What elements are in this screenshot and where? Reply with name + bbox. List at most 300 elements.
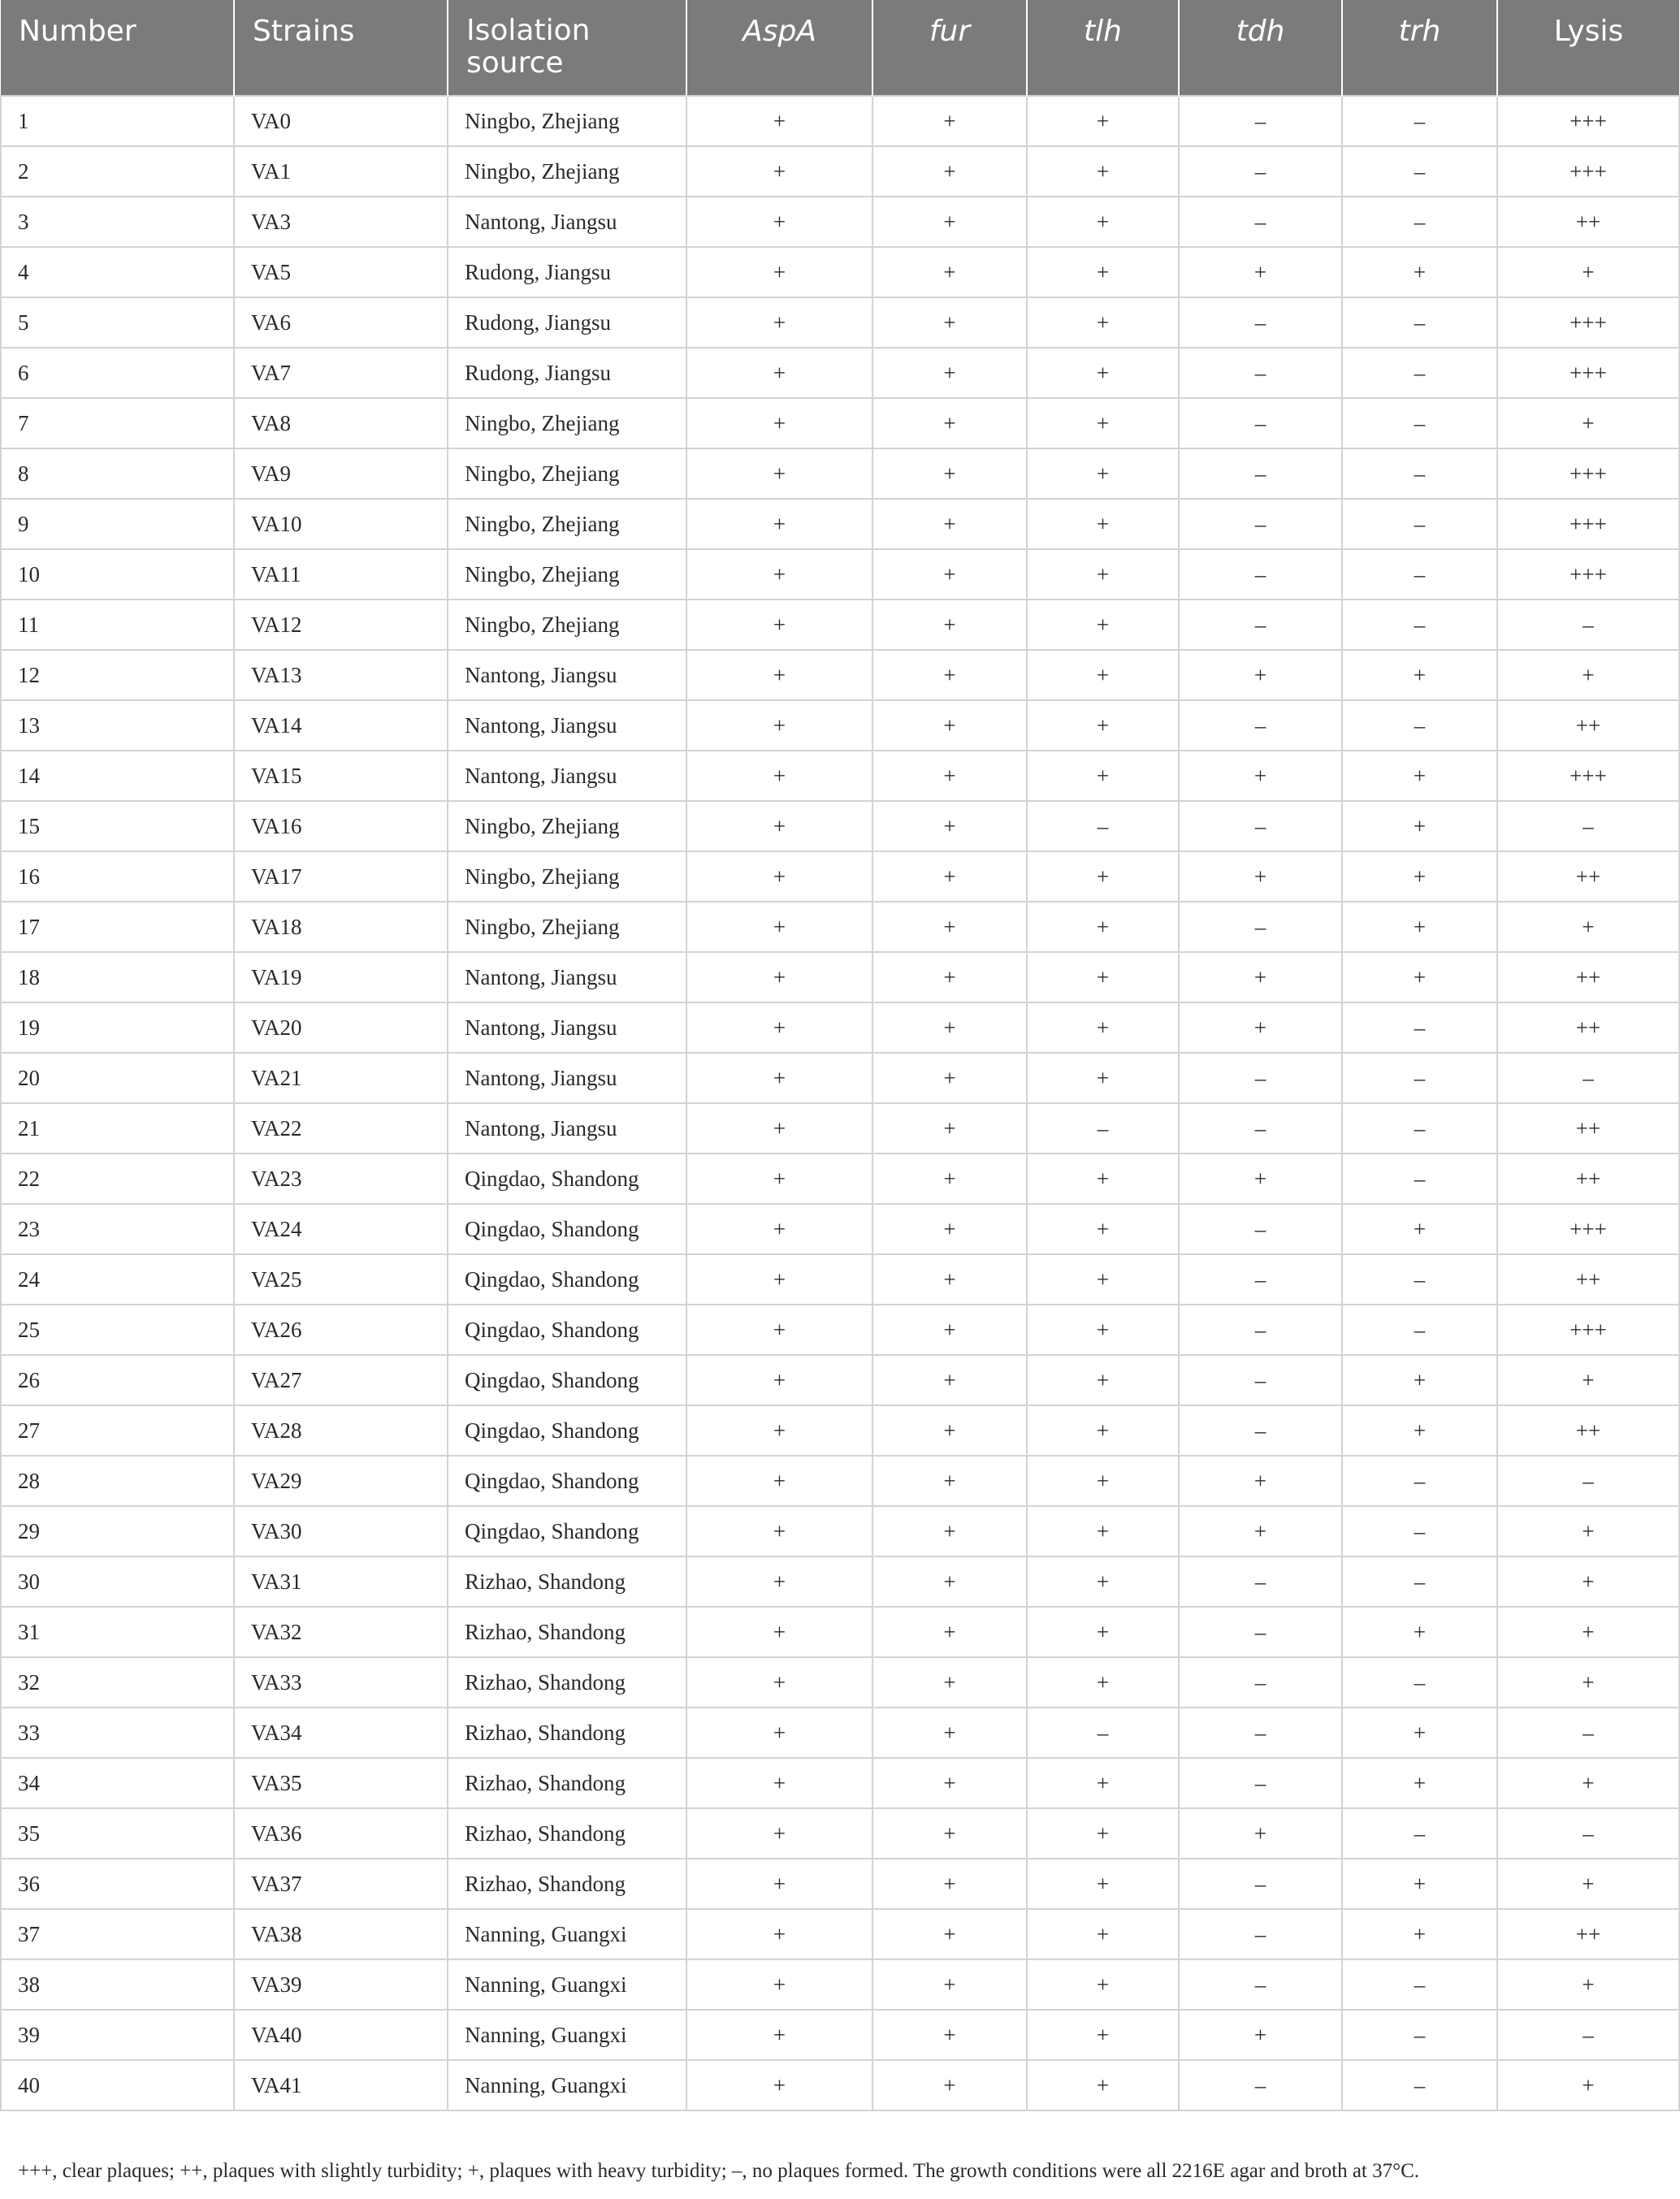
- cell-lysis: ++: [1497, 1103, 1679, 1154]
- cell-strains: VA24: [234, 1204, 448, 1254]
- cell-lysis: +: [1497, 247, 1679, 297]
- cell-trh: –: [1342, 2010, 1497, 2060]
- cell-trh: –: [1342, 1808, 1497, 1859]
- cell-fur: +: [872, 1506, 1027, 1556]
- cell-number: 17: [1, 902, 234, 952]
- cell-strains: VA36: [234, 1808, 448, 1859]
- cell-strains: VA19: [234, 952, 448, 1002]
- cell-aspa: +: [686, 499, 872, 549]
- cell-aspa: +: [686, 801, 872, 851]
- cell-aspa: +: [686, 96, 872, 146]
- cell-isolation-source: Ningbo, Zhejiang: [448, 398, 686, 448]
- cell-number: 29: [1, 1506, 234, 1556]
- cell-isolation-source: Rizhao, Shandong: [448, 1708, 686, 1758]
- cell-strains: VA21: [234, 1053, 448, 1103]
- cell-strains: VA5: [234, 247, 448, 297]
- cell-strains: VA8: [234, 398, 448, 448]
- cell-trh: +: [1342, 952, 1497, 1002]
- cell-tlh: +: [1027, 1506, 1179, 1556]
- cell-tdh: +: [1179, 2010, 1342, 2060]
- cell-tlh: +: [1027, 1355, 1179, 1405]
- cell-aspa: +: [686, 1456, 872, 1506]
- cell-trh: +: [1342, 1909, 1497, 1959]
- cell-lysis: +: [1497, 902, 1679, 952]
- cell-tdh: –: [1179, 146, 1342, 197]
- cell-tlh: +: [1027, 1859, 1179, 1909]
- cell-trh: –: [1342, 398, 1497, 448]
- cell-trh: –: [1342, 1556, 1497, 1607]
- cell-tdh: –: [1179, 801, 1342, 851]
- cell-fur: +: [872, 1556, 1027, 1607]
- cell-tlh: +: [1027, 600, 1179, 650]
- cell-tlh: +: [1027, 1607, 1179, 1657]
- cell-number: 27: [1, 1405, 234, 1456]
- cell-lysis: +++: [1497, 146, 1679, 197]
- cell-lysis: ++: [1497, 1002, 1679, 1053]
- table-row: [1, 1556, 1679, 1607]
- table-row: [1, 297, 1679, 348]
- cell-aspa: +: [686, 1556, 872, 1607]
- cell-tlh: –: [1027, 801, 1179, 851]
- cell-strains: VA33: [234, 1657, 448, 1708]
- cell-lysis: +: [1497, 398, 1679, 448]
- table-row: [1, 247, 1679, 297]
- cell-lysis: –: [1497, 1708, 1679, 1758]
- cell-trh: –: [1342, 549, 1497, 600]
- cell-fur: +: [872, 851, 1027, 902]
- cell-fur: +: [872, 1607, 1027, 1657]
- cell-number: 8: [1, 448, 234, 499]
- cell-isolation-source: Qingdao, Shandong: [448, 1305, 686, 1355]
- table-row: [1, 1859, 1679, 1909]
- cell-tlh: +: [1027, 1556, 1179, 1607]
- cell-aspa: +: [686, 1305, 872, 1355]
- cell-fur: +: [872, 549, 1027, 600]
- cell-lysis: +++: [1497, 96, 1679, 146]
- cell-tlh: +: [1027, 549, 1179, 600]
- cell-lysis: +: [1497, 1657, 1679, 1708]
- cell-tlh: +: [1027, 2060, 1179, 2110]
- cell-tlh: +: [1027, 499, 1179, 549]
- table-row: [1, 2060, 1679, 2110]
- cell-number: 22: [1, 1154, 234, 1204]
- cell-trh: –: [1342, 197, 1497, 247]
- cell-trh: –: [1342, 1456, 1497, 1506]
- cell-strains: VA39: [234, 1959, 448, 2010]
- cell-number: 18: [1, 952, 234, 1002]
- cell-tlh: +: [1027, 1154, 1179, 1204]
- cell-aspa: +: [686, 700, 872, 751]
- cell-isolation-source: Qingdao, Shandong: [448, 1154, 686, 1204]
- cell-lysis: –: [1497, 2010, 1679, 2060]
- cell-aspa: +: [686, 952, 872, 1002]
- header-row: [1, 0, 1679, 96]
- cell-trh: +: [1342, 1758, 1497, 1808]
- cell-tlh: +: [1027, 247, 1179, 297]
- cell-tlh: +: [1027, 1254, 1179, 1305]
- cell-lysis: ++: [1497, 1154, 1679, 1204]
- cell-strains: VA18: [234, 902, 448, 952]
- cell-fur: +: [872, 1708, 1027, 1758]
- table-row: [1, 1355, 1679, 1405]
- cell-number: 25: [1, 1305, 234, 1355]
- cell-number: 1: [1, 96, 234, 146]
- table-row: [1, 1204, 1679, 1254]
- cell-aspa: +: [686, 1909, 872, 1959]
- cell-fur: +: [872, 1154, 1027, 1204]
- cell-tdh: –: [1179, 398, 1342, 448]
- cell-tlh: +: [1027, 1204, 1179, 1254]
- cell-tdh: +: [1179, 1002, 1342, 1053]
- cell-lysis: +: [1497, 650, 1679, 700]
- cell-number: 10: [1, 549, 234, 600]
- cell-strains: VA32: [234, 1607, 448, 1657]
- cell-number: 26: [1, 1355, 234, 1405]
- cell-fur: +: [872, 2060, 1027, 2110]
- cell-isolation-source: Qingdao, Shandong: [448, 1254, 686, 1305]
- cell-strains: VA25: [234, 1254, 448, 1305]
- cell-fur: +: [872, 146, 1027, 197]
- cell-fur: +: [872, 1405, 1027, 1456]
- cell-lysis: ++: [1497, 1254, 1679, 1305]
- cell-strains: VA10: [234, 499, 448, 549]
- cell-tdh: –: [1179, 96, 1342, 146]
- cell-trh: +: [1342, 851, 1497, 902]
- cell-aspa: +: [686, 1708, 872, 1758]
- cell-number: 20: [1, 1053, 234, 1103]
- cell-trh: +: [1342, 247, 1497, 297]
- cell-aspa: +: [686, 146, 872, 197]
- cell-tdh: –: [1179, 1053, 1342, 1103]
- cell-trh: +: [1342, 1607, 1497, 1657]
- cell-number: 35: [1, 1808, 234, 1859]
- cell-aspa: +: [686, 1154, 872, 1204]
- cell-trh: –: [1342, 146, 1497, 197]
- cell-isolation-source: Rizhao, Shandong: [448, 1859, 686, 1909]
- table-body: [1, 96, 1679, 2110]
- cell-tlh: +: [1027, 902, 1179, 952]
- cell-lysis: +++: [1497, 1305, 1679, 1355]
- cell-tdh: –: [1179, 297, 1342, 348]
- column-header-trh: trh: [1342, 0, 1497, 96]
- cell-number: 38: [1, 1959, 234, 2010]
- cell-aspa: +: [686, 448, 872, 499]
- cell-aspa: +: [686, 1808, 872, 1859]
- cell-tlh: +: [1027, 448, 1179, 499]
- cell-lysis: +++: [1497, 751, 1679, 801]
- cell-aspa: +: [686, 348, 872, 398]
- cell-strains: VA17: [234, 851, 448, 902]
- cell-aspa: +: [686, 1254, 872, 1305]
- cell-lysis: –: [1497, 1456, 1679, 1506]
- cell-tlh: +: [1027, 700, 1179, 751]
- cell-tdh: +: [1179, 1154, 1342, 1204]
- cell-fur: +: [872, 700, 1027, 751]
- cell-number: 23: [1, 1204, 234, 1254]
- cell-lysis: +: [1497, 1959, 1679, 2010]
- cell-tlh: +: [1027, 751, 1179, 801]
- cell-strains: VA27: [234, 1355, 448, 1405]
- cell-trh: +: [1342, 801, 1497, 851]
- column-header-lysis: Lysis: [1497, 0, 1679, 96]
- cell-tlh: +: [1027, 96, 1179, 146]
- cell-trh: +: [1342, 1708, 1497, 1758]
- cell-tlh: +: [1027, 1758, 1179, 1808]
- cell-lysis: +++: [1497, 499, 1679, 549]
- cell-trh: –: [1342, 1103, 1497, 1154]
- cell-lysis: +++: [1497, 297, 1679, 348]
- cell-lysis: +: [1497, 1506, 1679, 1556]
- cell-strains: VA0: [234, 96, 448, 146]
- column-header-fur: fur: [872, 0, 1027, 96]
- cell-tdh: –: [1179, 549, 1342, 600]
- table-row: [1, 1506, 1679, 1556]
- cell-tdh: –: [1179, 1859, 1342, 1909]
- cell-tlh: +: [1027, 398, 1179, 448]
- table-row: [1, 650, 1679, 700]
- cell-lysis: ++: [1497, 851, 1679, 902]
- cell-fur: +: [872, 1305, 1027, 1355]
- cell-tlh: +: [1027, 650, 1179, 700]
- cell-tlh: +: [1027, 1305, 1179, 1355]
- cell-isolation-source: Nanning, Guangxi: [448, 1959, 686, 2010]
- cell-strains: VA37: [234, 1859, 448, 1909]
- cell-isolation-source: Nanning, Guangxi: [448, 1909, 686, 1959]
- cell-number: 33: [1, 1708, 234, 1758]
- cell-lysis: +: [1497, 1355, 1679, 1405]
- cell-trh: +: [1342, 1204, 1497, 1254]
- cell-aspa: +: [686, 1103, 872, 1154]
- table-footnote: +++, clear plaques; ++, plaques with slightly turbidity; +, plaques with heavy turbidity; –, no plaques formed. The growth conditions were all 2216E agar and broth at 37°C.: [18, 2160, 1420, 2182]
- column-header-number: Number: [1, 0, 234, 96]
- cell-isolation-source: Qingdao, Shandong: [448, 1506, 686, 1556]
- cell-tlh: +: [1027, 348, 1179, 398]
- cell-fur: +: [872, 197, 1027, 247]
- cell-tdh: –: [1179, 499, 1342, 549]
- cell-lysis: +++: [1497, 348, 1679, 398]
- table-row: [1, 448, 1679, 499]
- table-row: [1, 700, 1679, 751]
- cell-tdh: –: [1179, 1103, 1342, 1154]
- cell-lysis: ++: [1497, 1909, 1679, 1959]
- cell-aspa: +: [686, 1657, 872, 1708]
- cell-strains: VA11: [234, 549, 448, 600]
- cell-isolation-source: Ningbo, Zhejiang: [448, 448, 686, 499]
- cell-lysis: +: [1497, 1556, 1679, 1607]
- cell-tdh: –: [1179, 2060, 1342, 2110]
- cell-trh: +: [1342, 1405, 1497, 1456]
- cell-number: 37: [1, 1909, 234, 1959]
- cell-fur: +: [872, 1758, 1027, 1808]
- cell-aspa: +: [686, 1053, 872, 1103]
- cell-aspa: +: [686, 1405, 872, 1456]
- table-row: [1, 1657, 1679, 1708]
- cell-lysis: +++: [1497, 549, 1679, 600]
- cell-number: 9: [1, 499, 234, 549]
- cell-fur: +: [872, 1002, 1027, 1053]
- cell-tdh: –: [1179, 1758, 1342, 1808]
- cell-tdh: –: [1179, 1305, 1342, 1355]
- cell-strains: VA22: [234, 1103, 448, 1154]
- cell-tlh: –: [1027, 1103, 1179, 1154]
- cell-strains: VA6: [234, 297, 448, 348]
- cell-trh: +: [1342, 751, 1497, 801]
- cell-fur: +: [872, 348, 1027, 398]
- cell-isolation-source: Nanning, Guangxi: [448, 2010, 686, 2060]
- column-header-aspa: AspA: [686, 0, 872, 96]
- cell-number: 12: [1, 650, 234, 700]
- cell-tdh: –: [1179, 700, 1342, 751]
- cell-fur: +: [872, 96, 1027, 146]
- table-row: [1, 1103, 1679, 1154]
- cell-fur: +: [872, 1859, 1027, 1909]
- cell-strains: VA38: [234, 1909, 448, 1959]
- cell-fur: +: [872, 1355, 1027, 1405]
- table-row: [1, 2010, 1679, 2060]
- cell-tlh: +: [1027, 197, 1179, 247]
- cell-isolation-source: Ningbo, Zhejiang: [448, 549, 686, 600]
- cell-tdh: +: [1179, 751, 1342, 801]
- table-row: [1, 96, 1679, 146]
- cell-tdh: –: [1179, 1607, 1342, 1657]
- table-row: [1, 1808, 1679, 1859]
- cell-isolation-source: Nantong, Jiangsu: [448, 650, 686, 700]
- table-row: [1, 1456, 1679, 1506]
- cell-number: 36: [1, 1859, 234, 1909]
- cell-number: 21: [1, 1103, 234, 1154]
- cell-strains: VA15: [234, 751, 448, 801]
- cell-strains: VA7: [234, 348, 448, 398]
- table-row: [1, 549, 1679, 600]
- cell-isolation-source: Rudong, Jiangsu: [448, 247, 686, 297]
- cell-number: 11: [1, 600, 234, 650]
- cell-tlh: +: [1027, 1909, 1179, 1959]
- cell-tlh: +: [1027, 297, 1179, 348]
- cell-lysis: ++: [1497, 1405, 1679, 1456]
- cell-tlh: +: [1027, 1002, 1179, 1053]
- cell-strains: VA41: [234, 2060, 448, 2110]
- cell-isolation-source: Ningbo, Zhejiang: [448, 851, 686, 902]
- cell-strains: VA26: [234, 1305, 448, 1355]
- cell-number: 13: [1, 700, 234, 751]
- cell-number: 5: [1, 297, 234, 348]
- cell-tdh: –: [1179, 448, 1342, 499]
- cell-trh: –: [1342, 1154, 1497, 1204]
- cell-isolation-source: Nantong, Jiangsu: [448, 1002, 686, 1053]
- cell-aspa: +: [686, 600, 872, 650]
- cell-tdh: –: [1179, 1204, 1342, 1254]
- table-row: [1, 197, 1679, 247]
- cell-trh: –: [1342, 348, 1497, 398]
- cell-trh: –: [1342, 1506, 1497, 1556]
- cell-fur: +: [872, 952, 1027, 1002]
- cell-isolation-source: Rudong, Jiangsu: [448, 297, 686, 348]
- cell-aspa: +: [686, 1607, 872, 1657]
- table-row: [1, 1053, 1679, 1103]
- cell-tlh: +: [1027, 1808, 1179, 1859]
- cell-aspa: +: [686, 2060, 872, 2110]
- cell-number: 16: [1, 851, 234, 902]
- cell-tdh: +: [1179, 952, 1342, 1002]
- cell-trh: –: [1342, 700, 1497, 751]
- cell-lysis: ++: [1497, 952, 1679, 1002]
- cell-aspa: +: [686, 902, 872, 952]
- cell-strains: VA31: [234, 1556, 448, 1607]
- cell-fur: +: [872, 297, 1027, 348]
- cell-tdh: –: [1179, 1405, 1342, 1456]
- cell-isolation-source: Rudong, Jiangsu: [448, 348, 686, 398]
- cell-tlh: +: [1027, 1959, 1179, 2010]
- table-row: [1, 600, 1679, 650]
- cell-aspa: +: [686, 851, 872, 902]
- cell-fur: +: [872, 1959, 1027, 2010]
- cell-tdh: –: [1179, 348, 1342, 398]
- table-row: [1, 1305, 1679, 1355]
- cell-tlh: +: [1027, 146, 1179, 197]
- cell-lysis: +: [1497, 1859, 1679, 1909]
- cell-number: 32: [1, 1657, 234, 1708]
- cell-fur: +: [872, 1456, 1027, 1506]
- table-row: [1, 348, 1679, 398]
- cell-trh: –: [1342, 600, 1497, 650]
- table-row: [1, 952, 1679, 1002]
- cell-tdh: –: [1179, 1657, 1342, 1708]
- cell-trh: –: [1342, 448, 1497, 499]
- cell-isolation-source: Ningbo, Zhejiang: [448, 499, 686, 549]
- cell-strains: VA23: [234, 1154, 448, 1204]
- cell-isolation-source: Ningbo, Zhejiang: [448, 801, 686, 851]
- cell-fur: +: [872, 1808, 1027, 1859]
- cell-tdh: –: [1179, 1355, 1342, 1405]
- cell-trh: –: [1342, 499, 1497, 549]
- cell-tdh: +: [1179, 1456, 1342, 1506]
- cell-strains: VA9: [234, 448, 448, 499]
- column-header-tlh: tlh: [1027, 0, 1179, 96]
- cell-fur: +: [872, 751, 1027, 801]
- cell-tlh: +: [1027, 851, 1179, 902]
- table-row: [1, 1254, 1679, 1305]
- cell-lysis: –: [1497, 801, 1679, 851]
- table-header: [1, 0, 1679, 96]
- cell-aspa: +: [686, 398, 872, 448]
- cell-number: 6: [1, 348, 234, 398]
- cell-trh: –: [1342, 2060, 1497, 2110]
- cell-fur: +: [872, 1204, 1027, 1254]
- cell-lysis: ++: [1497, 197, 1679, 247]
- cell-fur: +: [872, 1103, 1027, 1154]
- cell-strains: VA30: [234, 1506, 448, 1556]
- cell-tdh: –: [1179, 1959, 1342, 2010]
- cell-tlh: +: [1027, 2010, 1179, 2060]
- cell-trh: –: [1342, 297, 1497, 348]
- cell-number: 14: [1, 751, 234, 801]
- cell-isolation-source: Nantong, Jiangsu: [448, 197, 686, 247]
- cell-trh: +: [1342, 1859, 1497, 1909]
- cell-number: 39: [1, 2010, 234, 2060]
- cell-number: 19: [1, 1002, 234, 1053]
- cell-tdh: +: [1179, 851, 1342, 902]
- cell-lysis: +++: [1497, 448, 1679, 499]
- cell-tlh: +: [1027, 1405, 1179, 1456]
- cell-strains: VA16: [234, 801, 448, 851]
- cell-aspa: +: [686, 297, 872, 348]
- cell-tdh: –: [1179, 1556, 1342, 1607]
- cell-isolation-source: Nantong, Jiangsu: [448, 952, 686, 1002]
- cell-tlh: +: [1027, 1657, 1179, 1708]
- cell-trh: –: [1342, 1657, 1497, 1708]
- cell-tdh: –: [1179, 1909, 1342, 1959]
- cell-aspa: +: [686, 549, 872, 600]
